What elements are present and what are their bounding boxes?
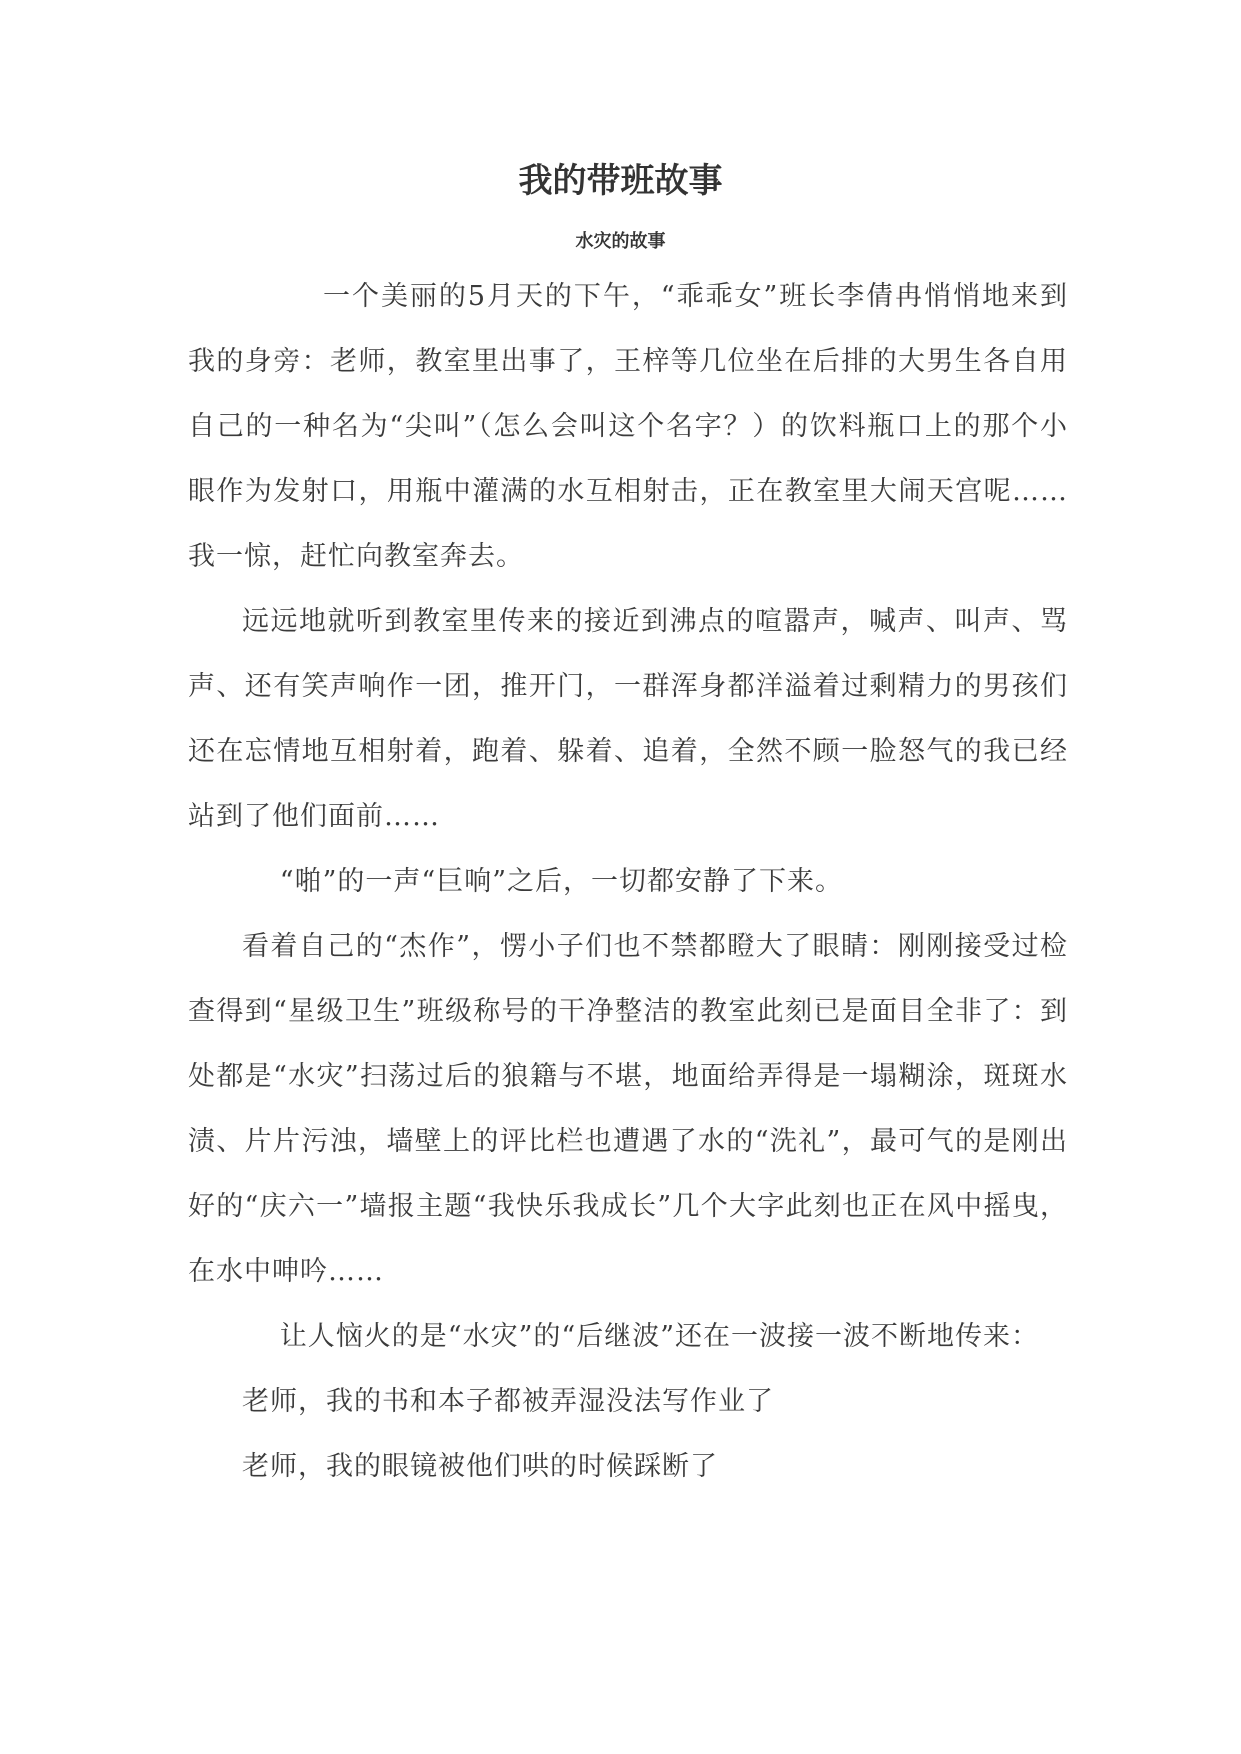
story-body <box>188 264 1068 1499</box>
paragraph-3: “啪”的一声“巨响”之后，一切都安静了下来。 <box>279 866 844 897</box>
paragraph-2: 远远地就听到教室里传来的接近到沸点的喧嚣声，喊声、叫声、骂声、还有笑声响作一团，推开门，一群浑身都洋溢着过剩精力的男孩们还在忘情地互相射着，跑着、躲着、追着，全然不顾一脸怒气的我已经站到了他们面前…… <box>188 606 1068 832</box>
paragraph-6: 老师，我的书和本子都被弄湿没法写作业了 <box>242 1386 774 1417</box>
paragraph-5: 让人恼火的是“水灾”的“后继波”还在一波接一波不断地传来： <box>279 1321 1040 1352</box>
page-subtitle: 水灾的故事 <box>575 231 666 252</box>
page-title: 我的带班故事 <box>518 161 723 201</box>
paragraph-1: 一个美丽的5月天的下午，“乖乖女”班长李倩冉悄悄地来到我的身旁：老师，教室里出事了，王梓等几位坐在后排的大男生各自用自己的一种名为“尖叫”（怎么会叫这个名字？）的饮料瓶口上的那个小眼作为发射口，用瓶中灌满的水互相射击，正在教室里大闹天宫呢……我一惊，赶忙向教室奔去。 <box>188 281 1068 572</box>
paragraph-7: 老师，我的眼镜被他们哄的时候踩断了 <box>242 1451 718 1482</box>
paragraph-4: 看着自己的“杰作”，愣小子们也不禁都瞪大了眼睛：刚刚接受过检查得到“星级卫生”班级称号的干净整洁的教室此刻已是面目全非了：到处都是“水灾”扫荡过后的狼籍与不堪，地面给弄得是一塌糊涂，斑斑水渍、片片污浊，墙壁上的评比栏也遭遇了水的“洗礼”，最可气的是刚出好的“庆六一”墙报主题“我快乐我成长”几个大字此刻也正在风中摇曳，在水中呻吟…… <box>188 931 1068 1287</box>
